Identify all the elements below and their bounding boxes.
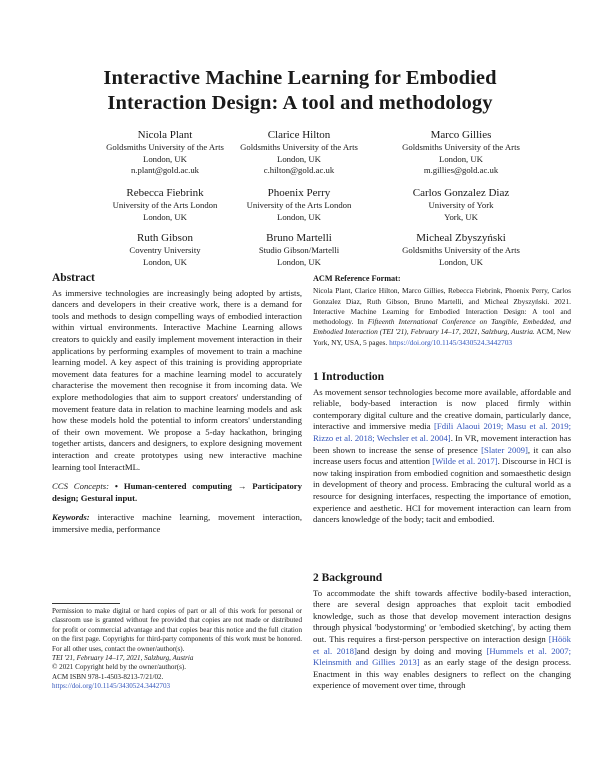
author-email: m.gillies@gold.ac.uk: [423, 165, 499, 176]
isbn-line: ACM ISBN 978-1-4503-8213-7/21/02.: [52, 672, 164, 681]
author-location: London, UK: [143, 256, 187, 267]
author-affiliation: University of the Arts London: [246, 200, 352, 210]
author-location: London, UK: [439, 256, 483, 267]
ccs-label: CCS Concepts:: [52, 481, 110, 492]
author-location: London, UK: [277, 211, 321, 222]
author-name: Ruth Gibson: [137, 232, 193, 244]
background-text-2: and design by doing and moving: [356, 645, 482, 656]
author-affiliation: Goldsmiths University of the Arts: [106, 142, 224, 152]
author-location: York, UK: [444, 211, 478, 222]
abstract-section: [52, 273, 302, 535]
intro-text-1: As movement sensor technologies become more available, affordable and reliable, body-based interaction is now placed firmly within contemporary digital culture and the creative domain, particularly dance, interactive and immersive media: [313, 386, 571, 432]
venue-line: TEI '21, February 14–17, 2021, Salzburg, Austria: [52, 654, 194, 663]
author-name: Micheal Zbyszyński: [416, 232, 506, 244]
footnote-divider: [52, 603, 120, 604]
intro-text-3: , it can also increase users focus and attention: [313, 444, 571, 467]
introduction-text: [313, 387, 571, 526]
author-name: Nicola Plant: [137, 129, 193, 141]
citation-link[interactable]: [Höök et al. 2018]: [313, 633, 571, 656]
background-heading: 2 Background: [313, 572, 383, 584]
author-affiliation: Coventry University: [129, 245, 201, 255]
author-block: [366, 231, 556, 268]
abstract-heading: Abstract: [52, 272, 95, 284]
reference-authors: Nicola Plant, Clarice Hilton, Marco Gillies, Rebecca Fiebrink, Phoenix Perry, Carlos Gonzalez Diaz, Ruth Gibson, Bruno Martelli, and Micheal Zbyszyński. 2021. Interactive Machine Learning for Embodied Interaction Design: A tool and methodology. In: [313, 286, 571, 327]
author-name: Carlos Gonzalez Diaz: [412, 187, 510, 199]
acm-reference-format: [313, 274, 571, 348]
reference-heading: ACM Reference Format:: [313, 274, 401, 283]
introduction-section: [313, 372, 571, 526]
reference-tail: ACM, New York, NY, USA, 5 pages.: [313, 327, 571, 347]
author-affiliation: Goldsmiths University of the Arts: [240, 142, 358, 152]
permission-text: Permission to make digital or hard copies of part or all of this work for personal or classroom use is granted without fee provided that copies are not made or distributed for profit or commercial advantage and that copies bear this notice and the full citation on the first page. Copyrights for third-party components of this work must be honored. For all other uses, contact the owner/author(s).: [52, 607, 302, 653]
author-block: [366, 186, 556, 223]
author-location: London, UK: [277, 153, 321, 164]
author-affiliation: Goldsmiths University of the Arts: [402, 245, 520, 255]
author-location: London, UK: [143, 211, 187, 222]
ccs-concepts: [52, 481, 302, 504]
citation-link[interactable]: [Fdili Alaoui 2019; Masu et al. 2019; Rizzo et al. 2018; Wechsler et al. 2004]: [313, 421, 571, 443]
author-affiliation: Goldsmiths University of the Arts: [402, 142, 520, 152]
author-location: London, UK: [277, 256, 321, 267]
citation-link[interactable]: [Hummels et al. 2007; Kleinsmith and Gillies 2013]: [313, 645, 572, 668]
author-affiliation: University of York: [428, 200, 494, 210]
author-name: Phoenix Perry: [267, 187, 331, 199]
keywords: [52, 512, 302, 535]
author-email: n.plant@gold.ac.uk: [130, 165, 200, 176]
title-line-1: Interactive Machine Learning for Embodied: [103, 67, 497, 89]
author-name: Clarice Hilton: [267, 129, 331, 141]
ccs-text: • Human-centered computing → Participatory design; Gestural input.: [52, 481, 302, 503]
author-block: [366, 128, 556, 177]
author-affiliation: Studio Gibson/Martelli: [258, 245, 340, 255]
reference-proceedings: Fifteenth International Conference on Tangible, Embedded, and Embodied Interaction (TEI '21), February 14–17, 2021, Salzburg, Austria.: [313, 317, 571, 337]
keywords-text: interactive machine learning, movement interaction, immersive media, performance: [52, 512, 303, 534]
author-name: Marco Gillies: [430, 129, 492, 141]
author-name: Bruno Martelli: [266, 232, 332, 244]
paper-title: [40, 66, 560, 116]
author-location: London, UK: [143, 153, 187, 164]
keywords-label: Keywords:: [52, 512, 90, 523]
intro-text-2: . In VR, movement interaction has been shown to increase the sense of presence: [313, 432, 572, 455]
reference-doi-link[interactable]: https://doi.org/10.1145/3430524.3442703: [389, 337, 513, 347]
abstract-text: As immersive technologies are increasingly being adopted by artists, dancers and developers in their creative work, there is a demand for tools and methods to design compelling ways of embodied interaction within virtual environments. Interactive Machine Learning allows creators to quickly and easily implement movement interaction in their applications by performing examples of movement to train a machine learning model. A key aspect of this training is providing appropriate movement data features for a machine learning model to accurately characterise the movement then recognise it from incoming data. We explore methodologies that aim to support creators' understanding of movement feature data in relation to machine learning models and ask how these models hold the potential to inform creators' understanding of their own movement. We propose a 5-day hackathon, bringing together artists, dancers and designers, to explore designing movement interaction and create prototypes using new interactive machine learning tool InteractML.: [52, 287, 302, 472]
background-text: [313, 588, 571, 692]
permission-notice: [52, 607, 302, 692]
introduction-heading: 1 Introduction: [313, 371, 385, 383]
copyright-line: © 2021 Copyright held by the owner/author(s).: [52, 663, 187, 672]
background-section: [313, 573, 571, 692]
citation-link[interactable]: [Wilde et al. 2017]: [432, 456, 498, 467]
background-text-1: To accommodate the shift towards affective bodily-based interaction, there are several design approaches that exploit tacit embodied knowledge, such as those that develop movement interaction designs through physical 'bodystorming' or 'embodied sketching', by acting them out. This requires a first-person perspective on interaction design: [313, 587, 571, 644]
author-name: Rebecca Fiebrink: [126, 187, 204, 199]
background-text-3: as an early stage of the design process. Enactment in this way enables designers to reflect on the changing experience of movement over time, through: [313, 657, 571, 691]
intro-text-4: . Discourse in HCI is now taking inspiration from embodied cognition and somaesthetic design in development of theory and process. Embracing the cultural world as a resource for designing interfaces, respecting the importance of emotion, experience and aesthetic. HCI for movement interaction can learn from dancers knowledge of the body; tacit and embodied.: [313, 456, 571, 525]
doi-link[interactable]: https://doi.org/10.1145/3430524.3442703: [52, 682, 171, 691]
author-location: London, UK: [439, 153, 483, 164]
citation-link[interactable]: [Slater 2009]: [481, 444, 528, 455]
title-line-2: Interaction Design: A tool and methodology: [107, 92, 493, 114]
author-affiliation: University of the Arts London: [112, 200, 218, 210]
author-email: c.hilton@gold.ac.uk: [263, 165, 335, 176]
